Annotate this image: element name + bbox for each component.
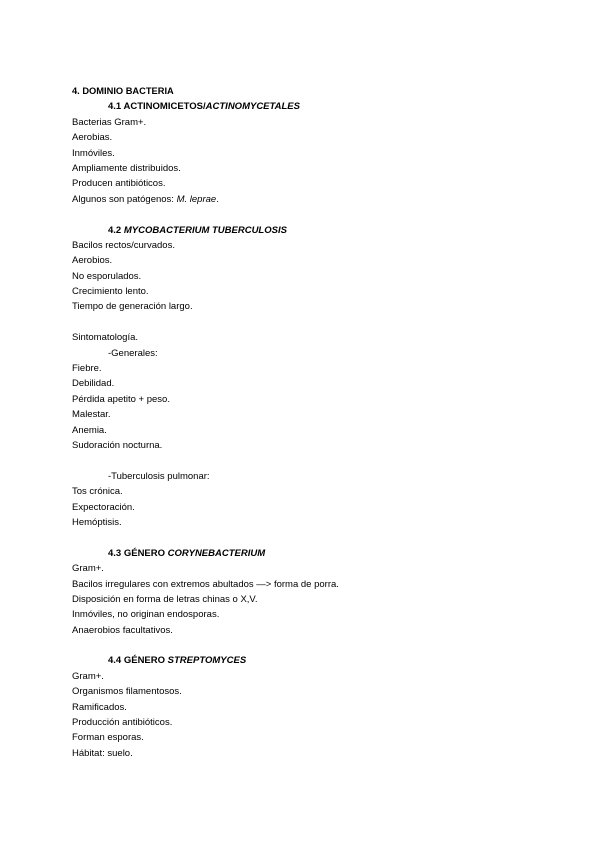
list-item: Tiempo de generación largo.: [72, 301, 193, 313]
list-item: Sudoración nocturna.: [72, 439, 163, 451]
list-item: Anaerobios facultativos.: [72, 624, 173, 636]
section-number: 4.1 ACTINOMICETOS/: [108, 101, 206, 113]
list-item: Producción antibióticos.: [72, 717, 173, 729]
list-item: Gram+.: [72, 670, 104, 682]
spacer: [72, 530, 552, 545]
list-item: Forman esporas.: [72, 732, 144, 744]
list-item: Disposición en forma de letras chinas o X,V.: [72, 593, 258, 605]
list-item: Hemóptisis.: [72, 516, 122, 528]
list-item: Crecimiento lento.: [72, 286, 149, 298]
section-number: 4.4 GÉNERO: [108, 655, 168, 667]
section-name-italic: ACTINOMYCETALES: [205, 101, 300, 113]
section-heading-corynebacterium: [72, 546, 552, 561]
pathogen-example: M. leprae: [176, 193, 217, 205]
section-name-italic: MYCOBACTERIUM TUBERCULOSIS: [123, 224, 287, 236]
section-number: 4.3 GÉNERO: [108, 547, 168, 559]
section-number: 4.2: [108, 224, 124, 236]
list-item: Bacilos irregulares con extremos abultados —> forma de porra.: [72, 578, 339, 590]
list-item: Aerobias.: [72, 132, 113, 144]
list-item: Ampliamente distribuidos.: [72, 162, 181, 174]
list-item: Ramificados.: [72, 701, 127, 713]
list-item: Gram+.: [72, 563, 104, 575]
list-item: Debilidad.: [72, 378, 115, 390]
list-item: Organismos filamentosos.: [72, 686, 182, 698]
list-item: Malestar.: [72, 409, 111, 421]
list-item: Hábitat: suelo.: [72, 747, 133, 759]
list-item: Aerobios.: [72, 255, 113, 267]
list-item: Anemia.: [72, 424, 107, 436]
list-item: Fiebre.: [72, 363, 102, 375]
list-item: Tos crónica.: [72, 486, 123, 498]
document-title: 4. DOMINIO BACTERIA: [72, 86, 174, 96]
spacer: [72, 453, 552, 468]
spacer: [72, 638, 552, 653]
section-heading-streptomyces: [72, 653, 552, 668]
pathogens-line: [72, 192, 552, 207]
section-name-italic: CORYNEBACTERIUM: [167, 547, 266, 559]
pathogens-text: Algunos son patógenos:: [72, 193, 177, 205]
list-item: Inmóviles.: [72, 147, 115, 159]
list-item: Bacterias Gram+.: [72, 116, 147, 128]
symptoms-title: Sintomatología.: [72, 332, 139, 344]
general-symptoms-label: -Generales:: [108, 347, 158, 359]
document-page: [72, 84, 552, 761]
list-item: Bacilos rectos/curvados.: [72, 239, 175, 251]
section-heading-actinomicetos: [72, 99, 552, 114]
spacer: [72, 207, 552, 222]
list-item: Inmóviles, no originan endosporas.: [72, 609, 220, 621]
list-item: Producen antibióticos.: [72, 178, 166, 190]
list-item: Pérdida apetito + peso.: [72, 393, 170, 405]
list-item: Expectoración.: [72, 501, 135, 513]
section-heading-mycobacterium: [72, 223, 552, 238]
spacer: [72, 315, 552, 330]
section-name-italic: STREPTOMYCES: [167, 655, 247, 667]
list-item: No esporulados.: [72, 270, 142, 282]
pathogens-end: .: [216, 193, 219, 205]
pulmonary-symptoms-label: -Tuberculosis pulmonar:: [108, 470, 210, 482]
